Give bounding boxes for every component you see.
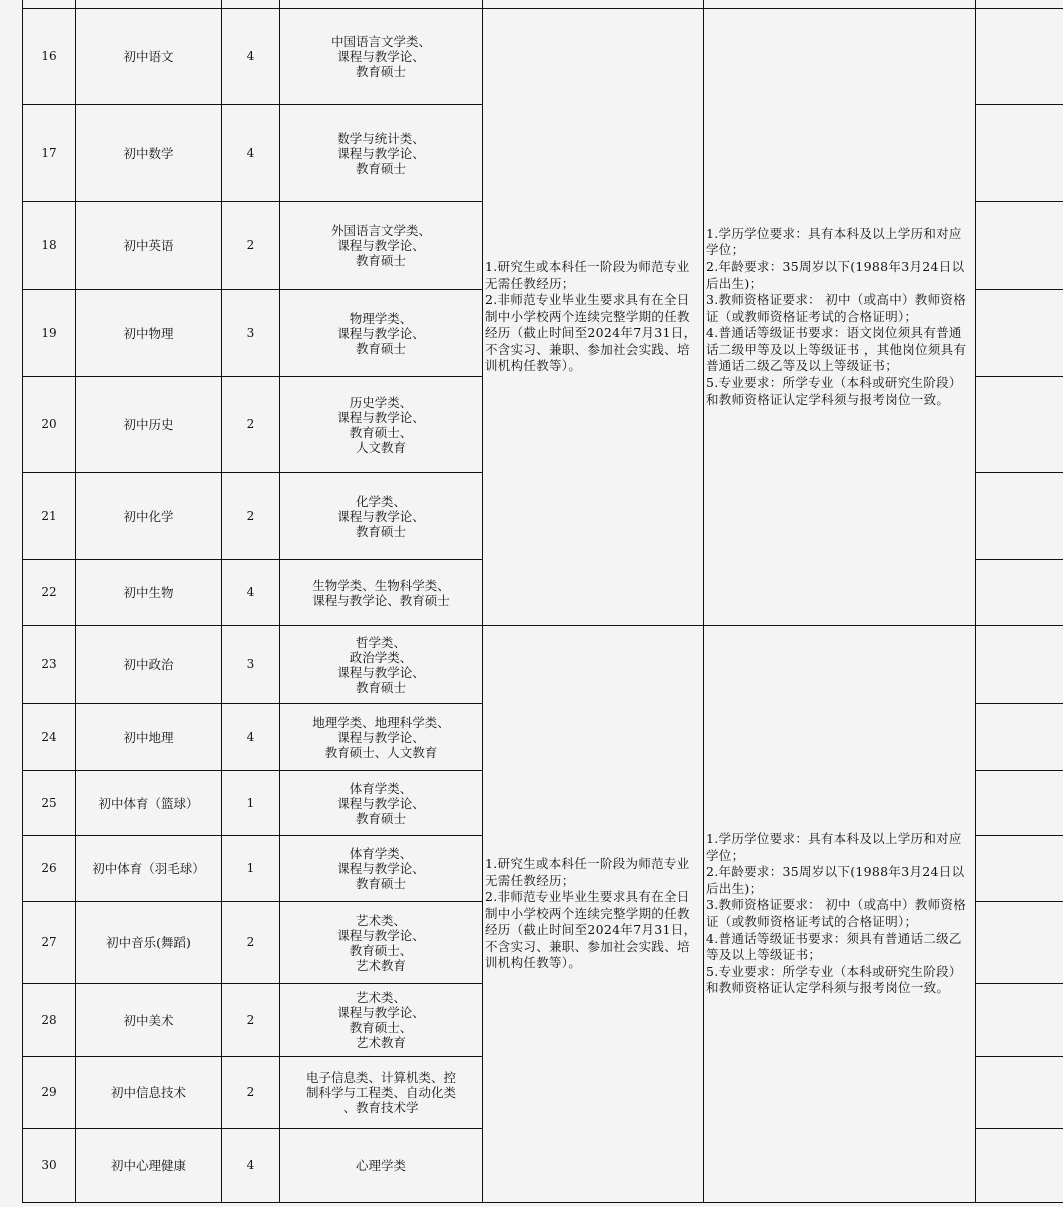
post-name: 初中体育（篮球） <box>76 771 222 836</box>
row-number: 24 <box>23 704 76 771</box>
major-requirement: 艺术类、 课程与教学论、 教育硕士、 艺术教育 <box>280 902 483 984</box>
post-name: 初中地理 <box>76 704 222 771</box>
major-requirement: 哲学类、 政治学类、 课程与教学论、 教育硕士 <box>280 626 483 704</box>
post-name: 初中物理 <box>76 290 222 377</box>
post-count: 2 <box>222 984 280 1057</box>
remarks-cell <box>976 1129 1063 1203</box>
post-count: 4 <box>222 105 280 202</box>
post-name: 初中化学 <box>76 473 222 560</box>
post-name: 初中美术 <box>76 984 222 1057</box>
qualification-conditions: 1.学历学位要求：具有本科及以上学历和对应学位； 2.年龄要求：35周岁以下(1988年3月24日以后出生)； 3.教师资格证要求： 初中（或高中）教师资格证（或教师资格证考试的合格证明）； 4.普通话等级证书要求：语文岗位须具有普通话二级甲等及以上等级证书 ，其他岗位须具有普通话二级乙等及以上等级证书； 5.专业要求：所学专业（本科或研究生阶段）和教师资格证认定学科须与报考岗位一致。 <box>704 9 976 626</box>
remarks-cell <box>976 560 1063 626</box>
remarks-cell <box>976 771 1063 836</box>
post-name: 初中生物 <box>76 560 222 626</box>
post-count: 4 <box>222 9 280 105</box>
major-requirement: 心理学类 <box>280 1129 483 1203</box>
post-name: 初中数学 <box>76 105 222 202</box>
remarks-cell <box>976 1057 1063 1129</box>
post-name: 初中语文 <box>76 9 222 105</box>
remarks-cell <box>976 984 1063 1057</box>
major-requirement: 体育学类、 课程与教学论、 教育硕士 <box>280 836 483 902</box>
row-number: 28 <box>23 984 76 1057</box>
row-number: 17 <box>23 105 76 202</box>
post-name: 初中信息技术 <box>76 1057 222 1129</box>
post-count: 2 <box>222 202 280 290</box>
major-requirement: 物理学类、 课程与教学论、 教育硕士 <box>280 290 483 377</box>
major-requirement: 生物学类、生物科学类、 课程与教学论、教育硕士 <box>280 560 483 626</box>
remarks-cell <box>976 626 1063 704</box>
experience-requirement: 1.研究生或本科任一阶段为师范专业无需任教经历； 2.非师范专业毕业生要求具有在全日制中小学校两个连续完整学期的任教经历（截止时间至2024年7月31日，不含实习、兼职、参加社会实践、培训机构任教等）。 <box>483 9 704 626</box>
row-number: 21 <box>23 473 76 560</box>
row-number: 22 <box>23 560 76 626</box>
post-count: 3 <box>222 290 280 377</box>
post-name: 初中体育（羽毛球） <box>76 836 222 902</box>
post-name: 初中心理健康 <box>76 1129 222 1203</box>
row-number: 27 <box>23 902 76 984</box>
row-number: 23 <box>23 626 76 704</box>
major-requirement: 艺术类、 课程与教学论、 教育硕士、 艺术教育 <box>280 984 483 1057</box>
row-number: 20 <box>23 377 76 473</box>
post-count: 2 <box>222 902 280 984</box>
remarks-cell <box>976 377 1063 473</box>
experience-requirement: 1.研究生或本科任一阶段为师范专业无需任教经历； 2.非师范专业毕业生要求具有在全日制中小学校两个连续完整学期的任教经历（截止时间至2024年7月31日，不含实习、兼职、参加社会实践、培训机构任教等）。 <box>483 626 704 1203</box>
table-top-edge <box>22 0 1063 8</box>
row-number: 30 <box>23 1129 76 1203</box>
table-row <box>23 9 1063 105</box>
row-number: 18 <box>23 202 76 290</box>
remarks-cell <box>976 836 1063 902</box>
major-requirement: 中国语言文学类、 课程与教学论、 教育硕士 <box>280 9 483 105</box>
post-count: 4 <box>222 704 280 771</box>
recruitment-table <box>22 8 1063 1203</box>
row-number: 29 <box>23 1057 76 1129</box>
table-body <box>23 9 1063 1203</box>
post-name: 初中政治 <box>76 626 222 704</box>
post-name: 初中英语 <box>76 202 222 290</box>
post-count: 2 <box>222 473 280 560</box>
post-count: 2 <box>222 377 280 473</box>
post-count: 4 <box>222 1129 280 1203</box>
remarks-cell <box>976 704 1063 771</box>
row-number: 19 <box>23 290 76 377</box>
remarks-cell <box>976 202 1063 290</box>
row-number: 16 <box>23 9 76 105</box>
post-name: 初中音乐(舞蹈) <box>76 902 222 984</box>
major-requirement: 数学与统计类、 课程与教学论、 教育硕士 <box>280 105 483 202</box>
remarks-cell <box>976 902 1063 984</box>
major-requirement: 化学类、 课程与教学论、 教育硕士 <box>280 473 483 560</box>
major-requirement: 外国语言文学类、 课程与教学论、 教育硕士 <box>280 202 483 290</box>
post-count: 3 <box>222 626 280 704</box>
table-row <box>23 626 1063 704</box>
major-requirement: 历史学类、 课程与教学论、 教育硕士、 人文教育 <box>280 377 483 473</box>
remarks-cell <box>976 473 1063 560</box>
post-count: 1 <box>222 836 280 902</box>
major-requirement: 体育学类、 课程与教学论、 教育硕士 <box>280 771 483 836</box>
row-number: 25 <box>23 771 76 836</box>
row-number: 26 <box>23 836 76 902</box>
post-name: 初中历史 <box>76 377 222 473</box>
remarks-cell <box>976 9 1063 105</box>
post-count: 2 <box>222 1057 280 1129</box>
remarks-cell <box>976 290 1063 377</box>
qualification-conditions: 1.学历学位要求：具有本科及以上学历和对应学位； 2.年龄要求：35周岁以下(1988年3月24日以后出生)； 3.教师资格证要求： 初中（或高中）教师资格证（或教师资格证考试的合格证明）； 4.普通话等级证书要求：须具有普通话二级乙等及以上等级证书； 5.专业要求：所学专业（本科或研究生阶段）和教师资格证认定学科须与报考岗位一致。 <box>704 626 976 1203</box>
post-count: 4 <box>222 560 280 626</box>
remarks-cell <box>976 105 1063 202</box>
post-count: 1 <box>222 771 280 836</box>
major-requirement: 地理学类、地理科学类、 课程与教学论、 教育硕士、人文教育 <box>280 704 483 771</box>
major-requirement: 电子信息类、计算机类、控 制科学与工程类、自动化类 、教育技术学 <box>280 1057 483 1129</box>
